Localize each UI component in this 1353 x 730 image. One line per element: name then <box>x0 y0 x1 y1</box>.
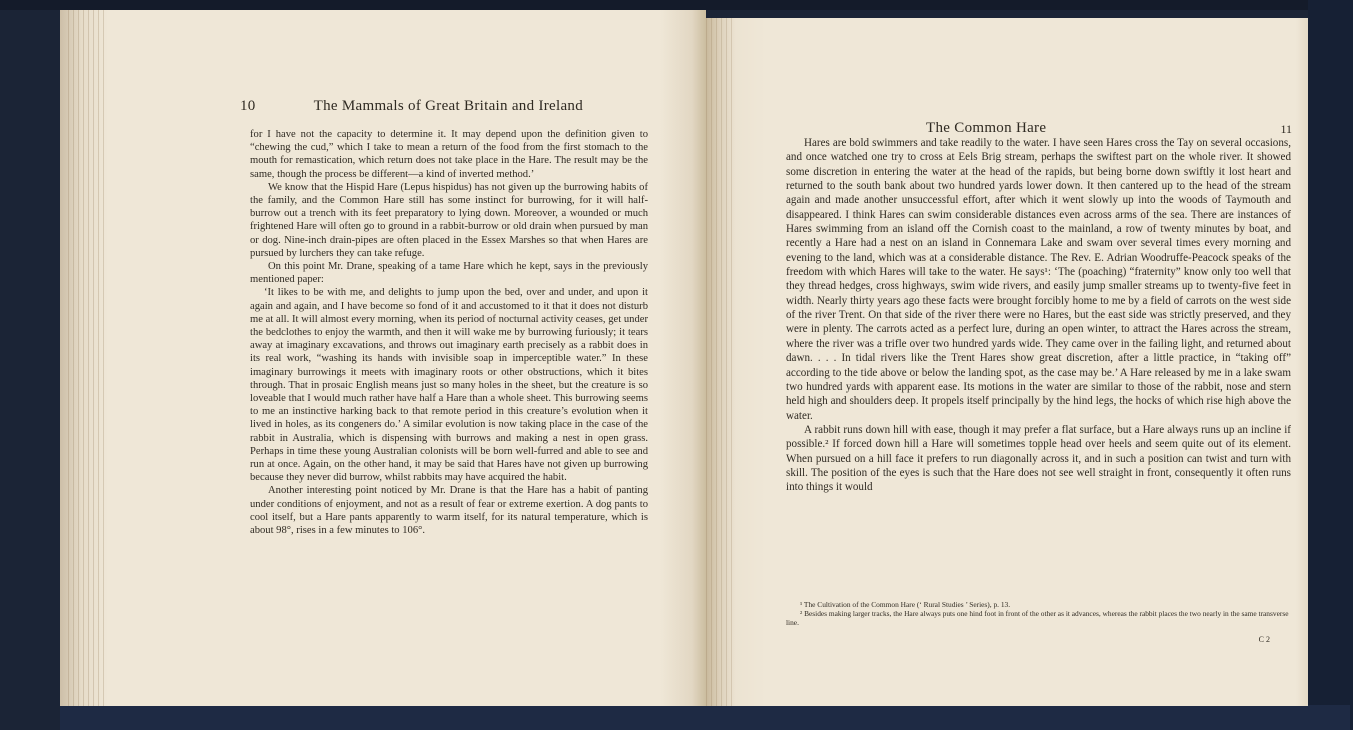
left-paragraph: We know that the Hispid Hare (Lepus hispidus) has not given up the burrowing habits of the family, and the Common Hare still has some instinct for burrowing, for it will half-burrow out a trench with its feet preparatory to lying down. Moreover, a wounded or much frightened Hare will often go to ground in a rabbit-burrow or old drain when pursued by man or dog. Nine-inch drain-pipes are often placed in the Essex Marshes so that when Hares are pursued by lurchers they can take refuge. <box>250 181 648 259</box>
printer-signature: C 2 <box>1258 635 1270 644</box>
scan-bottom-edge <box>60 705 1350 730</box>
left-paragraph: On this point Mr. Drane, speaking of a tame Hare which he kept, says in the previously mentioned paper: <box>250 261 648 286</box>
left-paragraph: for I have not the capacity to determine it. It may depend upon the definition given to “chewing the cud,” which I take to mean a return of the food from the first stomach to the mouth for remastication, which return does not take place in the Hare. The result may be the same, though the process be different—a kind of inverted method.’ <box>250 129 648 180</box>
left-running-title: The Mammals of Great Britain and Ireland <box>313 98 584 114</box>
right-page <box>706 18 1308 706</box>
right-paragraph: Hares are bold swimmers and take readily to the water. I have seen Hares cross the Tay on several occasions, and once watched one try to cross at Eels Brig stream, perhaps the swiftest part on the whole river. It showed some discretion in entering the water at the head of the rapids, but being borne down swiftly it lost heart and returned to the south bank about two hundred yards lower down. It then cantered up to the head of the stream again and made another unsuccessful effort, after which it went slowly up into the woods of Taymouth and disappeared. I think Hares can swim considerable distances even across arms of the sea. There are instances of Hares swimming from an island off the Cornish coast to the mainland, a row of twenty minutes by boat, and recently a Hare had a nest on an island in Connemara Lake and swam over several times every morning and evening to the land, which was at a considerable distance. The Rev. E. Adrian Woodruffe-Peacock speaks of the freedom with which Hares will take to the water. He says¹: ‘The (poaching) “fraternity” know only too well that they thread hedges, cross highways, swim wide rivers, and easily jump smaller streams up to twenty-five feet in width. Nearly thirty years ago these facts were brought forcibly home to me by a field of carrots on the west side of the river Trent. On that side of the river there were no Hares, but the east side was strictly preserved, and they were in plenty. The carrots acted as a perfect lure, during an open winter, to attract the Hares across the stream, where the river was a trifle over two hundred yards wide. They came over in the failing light, and returned about dawn. . . . In tidal rivers like the Trent Hares show great discretion, after a little practice, in “taking off” according to the tide above or below the landing spot, as the case may be.’ A Hare released by me in a lake swam two hundred yards with apparent ease. Its motions in the water are similar to those of the rabbit, nose and stern held high and shoulders deep. It propels itself principally by the hind legs, the hocks of which rise high above the water. <box>786 137 1291 422</box>
footnotes <box>786 600 1291 627</box>
left-page-number: 10 <box>240 98 256 114</box>
right-paragraph: A rabbit runs down hill with ease, though it may prefer a flat surface, but a Hare always runs up an incline if possible.² If forced down hill a Hare will sometimes topple head over heels and seem quite out of its element. When pursued on a hill face it prefers to run diagonally across it, and in such a position can twist and turn with skill. The position of the eyes is such that the Hare does not see well straight in front, consequently it often runs into things it would <box>786 423 1291 494</box>
footnote: ² Besides making larger tracks, the Hare always puts one hind foot in front of the other as it advances, whereas the rabbit places the two nearly in the same transverse line. <box>786 609 1289 627</box>
right-running-title: The Common Hare <box>926 120 1047 136</box>
right-page-body <box>786 136 1291 495</box>
right-page-number: 11 <box>1280 122 1292 136</box>
left-paragraph-quote: ‘It likes to be with me, and delights to jump upon the bed, over and under, and upon it again and again, and I have become so fond of it and accustomed to it that it does not disturb me at all. It will almost every morning, when its period of nocturnal activity ceases, get under the bedclothes to enjoy the warmth, and then it will wake me by burrowing furiously; it tears away at imaginary excavations, and throws out imaginary earth precisely as a rabbit does in its real work, “washing its hands with invisible soap in imperceptible water.” In these imaginary burrowings it meets with imaginary roots or other obstructions, which it bites through. That in prosaic English means just so many holes in the sheet, but the creature is so loveable that I would much rather have half a Hare than a whole sheet. This burrowing seems to me an instinctive harking back to that remote period in this creature’s evolution when it lived in holes, as its congeners do.’ A similar evolution is now taking place in the case of the rabbit in Australia, which is dispensing with burrows and making a nest in open grass. Perhaps in time these young Australian colonists will be born well-furred and able to see and run at once. Again, on the other hand, it may be said that Hares have not given up burrowing because they never did burrow, whilst rabbits may have acquired the habit. <box>250 287 648 484</box>
left-running-head <box>240 98 583 115</box>
footnote: ¹ The Cultivation of the Common Hare (‘ Rural Studies ’ Series), p. 13. <box>800 600 1011 609</box>
left-page-body <box>250 128 648 537</box>
left-paragraph: Another interesting point noticed by Mr. Drane is that the Hare has a habit of panting under conditions of enjoyment, and not as a result of fear or extreme exertion. A dog pants to cool itself, but a Hare pants apparently to warm itself, for its natural temperature, which is about 98°, rises in a few minutes to 106°. <box>250 485 648 537</box>
left-page <box>60 10 706 706</box>
scan-top-edge <box>0 0 1353 10</box>
scan-right-edge <box>1308 0 1353 730</box>
